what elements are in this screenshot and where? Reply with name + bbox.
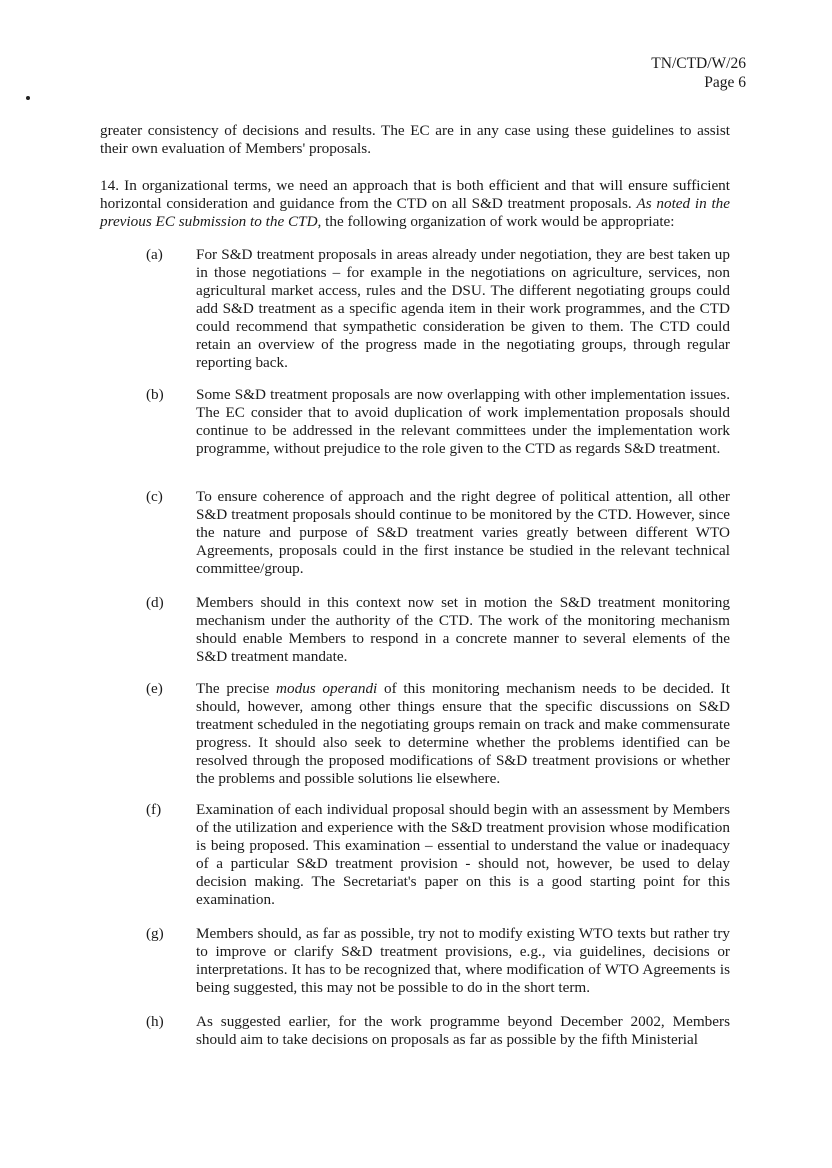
margin-dot — [26, 96, 30, 100]
list-item-text: Members should in this context now set in motion the S&D treatment monitoring mechanism under the authority of the CTD. The work of the monitoring mechanism should enable Members to respond in a concrete manner to several elements of the S&D treatment mandate. — [196, 594, 730, 665]
list-item-c — [146, 488, 730, 578]
list-item-text: Examination of each individual proposal should begin with an assessment by Members of the utilization and experience with the S&D treatment provision whose modification is being proposed. This examination – essential to understand the value or inadequacy of a particular S&D treatment provision - should not, however, be used to delay decision making. The Secretariat's paper on this is a good starting point for this examination. — [196, 801, 730, 908]
list-item-label: (g) — [146, 925, 164, 942]
list-item-text: Members should, as far as possible, try not to modify existing WTO texts but rather try to improve or clarify S&D treatment provisions, e.g., via guidelines, decisions or interpretations. It has to be recognized that, where modification of WTO Agreements is being suggested, this may not be possible to do in the short term. — [196, 925, 730, 996]
list-item-text: To ensure coherence of approach and the right degree of political attention, all other S&D treatment proposals should continue to be monitored by the CTD. However, since the nature and purpose of S&D treatment varies greatly between different WTO Agreements, proposals could in the first instance be studied in the relevant technical committee/group. — [196, 488, 730, 577]
list-item-e — [146, 680, 730, 788]
list-item-d — [146, 594, 730, 666]
paragraph-14-text-end: the following organization of work would be appropriate: — [321, 213, 675, 230]
list-item-h — [146, 1013, 730, 1049]
list-item-label: (h) — [146, 1013, 164, 1030]
document-symbol: TN/CTD/W/26 — [651, 55, 746, 72]
list-item-label: (e) — [146, 680, 163, 697]
list-item-text: As suggested earlier, for the work programme beyond December 2002, Members should aim to take decisions on proposals as far as possible by the fifth Ministerial — [196, 1013, 730, 1048]
paragraph-continuation: greater consistency of decisions and results. The EC are in any case using these guidelines to assist their own evaluation of Members' proposals. — [100, 122, 730, 157]
list-item-label: (b) — [146, 386, 164, 403]
list-item-label: (c) — [146, 488, 163, 505]
page-header — [651, 54, 746, 92]
list-item-a — [146, 246, 730, 372]
list-item-text — [196, 680, 730, 788]
list-item-b — [146, 386, 730, 458]
list-item-text: For S&D treatment proposals in areas already under negotiation, they are best taken up in those negotiations – for example in the negotiations on agriculture, services, non agricultural market access, rules and the DSU. The different negotiating groups could add S&D treatment as a specific agenda item in their work programmes, and the CTD could recommend that sympathetic consideration be given to them. The CTD could retain an overview of the progress made in the negotiating groups, through regular reporting back. — [196, 246, 730, 371]
paragraph-14-text-start: 14. In organizational terms, we need an approach that is both efficient and that will ensure sufficient horizontal consideration and guidance from the CTD on all S&D treatment proposals. — [100, 177, 730, 212]
list-item-g — [146, 925, 730, 997]
list-item-text-end: of this monitoring mechanism needs to be decided. It should, however, among other things ensure that the specific discussions on S&D treatment scheduled in the negotiating groups remain on track and make commensurate progress. It should also seek to determine whether the problems identified can be resolved through the proposed modifications of S&D treatment provisions or whether the problems and possible solutions lie elsewhere. — [196, 680, 730, 787]
list-item-italic: modus operandi — [276, 680, 378, 697]
list-item-text-start: The precise — [196, 680, 277, 697]
list-item-label: (a) — [146, 246, 163, 263]
list-item-f — [146, 801, 730, 909]
list-item-label: (f) — [146, 801, 162, 818]
list-item-label: (d) — [146, 594, 164, 611]
page-number: Page 6 — [704, 74, 746, 91]
paragraph-14-italic: As noted in the previous EC submission to the CTD, — [100, 195, 730, 230]
list-item-text: Some S&D treatment proposals are now overlapping with other implementation issues. The EC consider that to avoid duplication of work implementation proposals should continue to be addressed in the relevant committees under the implementation work programme, without prejudice to the role given to the CTD as regards S&D treatment. — [196, 386, 730, 457]
paragraph-14 — [100, 177, 730, 231]
